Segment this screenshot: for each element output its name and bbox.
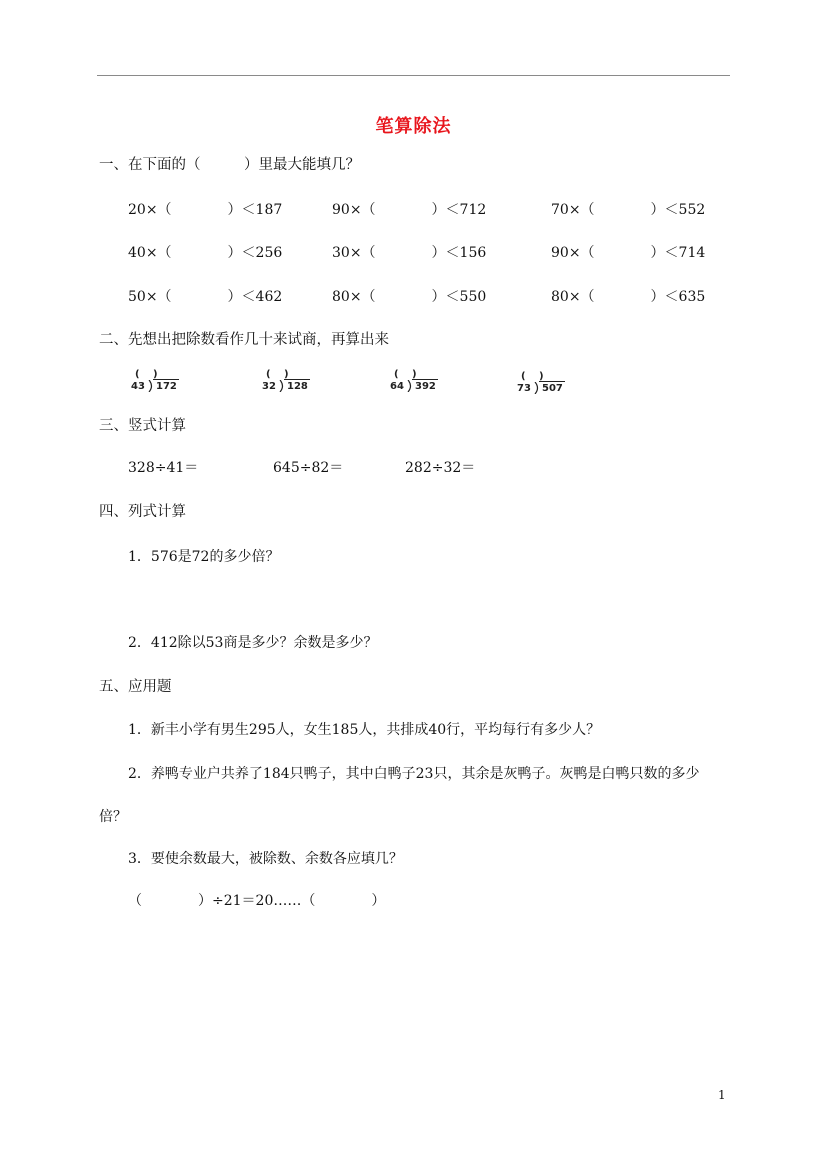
- dividend: 172: [156, 381, 177, 392]
- expr-1-1: 20×（ ）＜187: [128, 202, 283, 218]
- dividend: 507: [542, 383, 563, 394]
- expr-2-1: 40×（ ）＜256: [128, 245, 283, 261]
- divisor: 43: [131, 381, 145, 392]
- expr-2-3: 90×（ ）＜714: [551, 245, 706, 261]
- section-4-heading: 四、列式计算: [99, 504, 186, 520]
- division-bracket-icon: [278, 380, 286, 392]
- vinculum: [539, 381, 565, 382]
- section-5-heading: 五、应用题: [99, 679, 172, 695]
- expr-3-3: 80×（ ）＜635: [551, 289, 706, 305]
- quotient-blank: ( ): [394, 369, 417, 380]
- division-bracket-icon: [147, 380, 155, 392]
- quotient-blank: ( ): [521, 371, 544, 382]
- dividend: 128: [287, 381, 308, 392]
- vinculum: [284, 379, 310, 380]
- expr-3-2: 80×（ ）＜550: [332, 289, 487, 305]
- section-2-heading: 二、先想出把除数看作几十来试商，再算出来: [99, 332, 389, 348]
- expr-3-1: 50×（ ）＜462: [128, 289, 283, 305]
- calc-3: 282÷32＝: [405, 460, 476, 476]
- expr-1-3: 70×（ ）＜552: [551, 202, 706, 218]
- question-5-1: 1．新丰小学有男生295人，女生185人，共排成40行，平均每行有多少人？: [128, 722, 601, 738]
- vinculum: [412, 379, 438, 380]
- division-bracket-icon: [533, 382, 541, 394]
- division-bracket-icon: [406, 380, 414, 392]
- question-5-3-blank: （ ）÷21＝20……（ ）: [128, 893, 386, 909]
- section-1-heading: 一、在下面的（ ）里最大能填几？: [99, 157, 360, 173]
- divisor: 73: [517, 383, 531, 394]
- expr-1-2: 90×（ ）＜712: [332, 202, 487, 218]
- page-number: 1: [718, 1088, 726, 1102]
- question-5-2-line1: 2．养鸭专业户共养了184只鸭子，其中白鸭子23只，其余是灰鸭子。灰鸭是白鸭只数的多少: [128, 766, 700, 782]
- quotient-blank: ( ): [266, 369, 289, 380]
- question-5-2-line2: 倍？: [99, 809, 127, 825]
- divisor: 32: [262, 381, 276, 392]
- question-5-3: 3．要使余数最大，被除数、余数各应填几？: [128, 851, 403, 867]
- divisor: 64: [390, 381, 404, 392]
- expr-2-2: 30×（ ）＜156: [332, 245, 487, 261]
- header-rule: [97, 75, 730, 76]
- vinculum: [153, 379, 179, 380]
- section-3-heading: 三、竖式计算: [99, 418, 186, 434]
- dividend: 392: [415, 381, 436, 392]
- question-4-2: 2．412除以53商是多少？余数是多少？: [128, 635, 378, 651]
- quotient-blank: ( ): [135, 369, 158, 380]
- calc-1: 328÷41＝: [128, 460, 199, 476]
- question-4-1: 1．576是72的多少倍？: [128, 549, 280, 565]
- calc-2: 645÷82＝: [273, 460, 344, 476]
- page-title: 笔算除法: [375, 116, 452, 137]
